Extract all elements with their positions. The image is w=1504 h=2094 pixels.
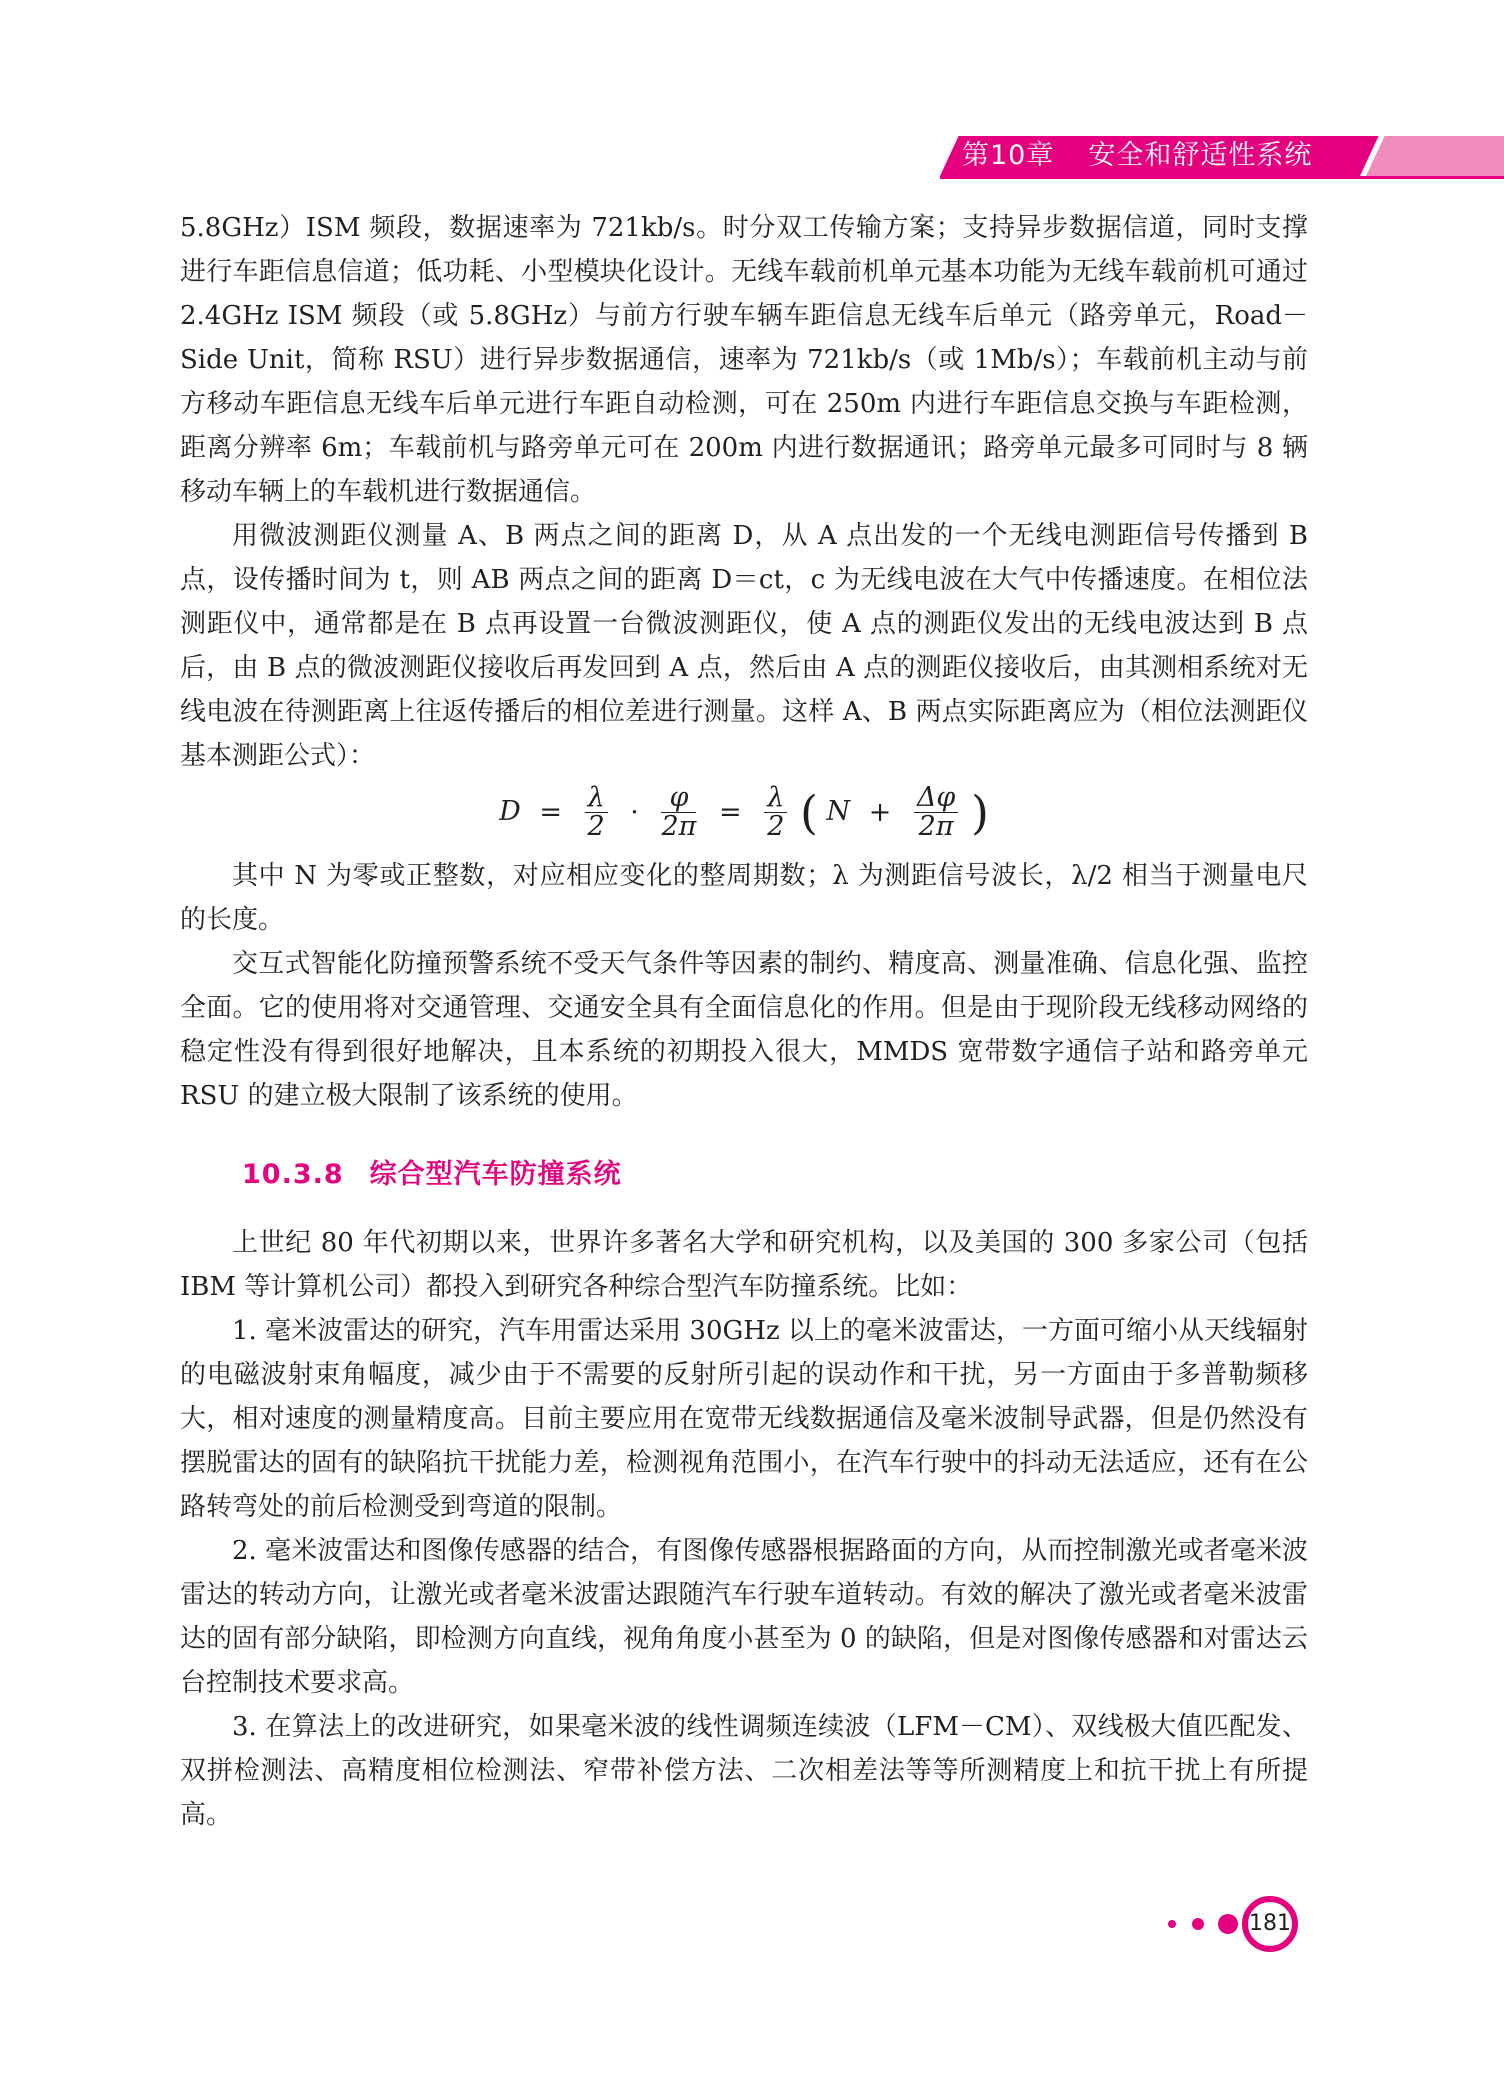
fraction-dphi-over-2pi: $\frac{\Delta\varphi}{2\pi}$ (914, 784, 958, 841)
fraction-phi-over-2pi: $\frac{\varphi}{2\pi}$ (661, 782, 697, 842)
formula-lhs: D (499, 796, 521, 827)
page-dot-large (1218, 1914, 1238, 1934)
header-tail-shape (1366, 136, 1504, 176)
section-heading (242, 1152, 1308, 1191)
paragraph-microwave-ranging: 用微波测距仪测量 A、B 两点之间的距离 D，从 A 点出发的一个无线电测距信号传播到 B 点，设传播时间为 t，则 AB 两点之间的距离 D＝ct，c 为无线电波在大气中传播速度。在相位法测距仪中，通常都是在 B 点再设置一台微波测距仪，使 A 点的测距仪发出的无线电波达到 B 点后，由 B 点的微波测距仪接收后再发回到 A 点，然后由 A 点的测距仪接收后，由其测相系统对无线电波在待测距离上往返传播后的相位差进行测量。这样 A、B 两点实际距离应为（相位法测距仪基本测距公式）： (180, 521, 1308, 771)
header-underline (940, 176, 1504, 179)
formula-plus: + (868, 797, 892, 828)
chapter-header-band (940, 136, 1504, 176)
fraction-lambda-over-2: $\frac{\lambda}{2}$ (585, 784, 608, 841)
fraction-lambda-over-2-b: $\frac{\lambda}{2}$ (764, 784, 787, 841)
formula-left-paren: ( (799, 785, 818, 840)
paragraph-item-1: 1. 毫米波雷达的研究，汽车用雷达采用 30GHz 以上的毫米波雷达，一方面可缩小从天线辐射的电磁波射束角幅度，减少由于不需要的反射所引起的误动作和干扰，另一方面由于多普勒频移大，相对速度的测量精度高。目前主要应用在宽带无线数据通信及毫米波制导武器，但是仍然没有摆脱雷达的固有的缺陷抗干扰能力差，检测视角范围小，在汽车行驶中的抖动无法适应，还有在公路转弯处的前后检测受到弯道的限制。 (180, 1316, 1308, 1522)
formula-equals-1: = (539, 797, 562, 828)
formula-dot: · (630, 797, 639, 828)
paragraph-interactive-system: 交互式智能化防撞预警系统不受天气条件等因素的制约、精度高、测量准确、信息化强、监控全面。它的使用将对交通管理、交通安全具有全面信息化的作用。但是由于现阶段无线移动网络的稳定性没有得到很好地解决，且本系统的初期投入很大，MMDS 宽带数字通信子站和路旁单元 RSU 的建立极大限制了该系统的使用。 (180, 949, 1308, 1111)
page-body (180, 206, 1308, 1837)
page-number-badge (1156, 1896, 1316, 1956)
section-title: 综合型汽车防撞系统 (369, 1159, 622, 1190)
formula-equals-2: = (719, 797, 742, 828)
page-number: 181 (1242, 1896, 1298, 1952)
ranging-formula (180, 784, 1308, 848)
page-dot-small (1168, 1920, 1176, 1928)
chapter-number: 第10章 (962, 140, 1055, 171)
paragraph-item-3: 3. 在算法上的改进研究，如果毫米波的线性调频连续波（LFM－CM）、双线极大值匹配发、双拼检测法、高精度相位检测法、窄带补偿方法、二次相差法等等所测精度上和抗干扰上有所提高。 (180, 1712, 1308, 1830)
paragraph-continued: 5.8GHz）ISM 频段，数据速率为 721kb/s。时分双工传输方案；支持异步数据信道，同时支撑进行车距信息信道；低功耗、小型模块化设计。无线车载前机单元基本功能为无线车载前机可通过 2.4GHz ISM 频段（或 5.8GHz）与前方行驶车辆车距信息无线车后单元（路旁单元，Road－Side Unit，简称 RSU）进行异步数据通信，速率为 721kb/s（或 1Mb/s）；车载前机主动与前方移动车距信息无线车后单元进行车距自动检测，可在 250m 内进行车距信息交换与车距检测，距离分辨率 6m；车载前机与路旁单元可在 200m 内进行数据通讯；路旁单元最多可同时与 8 辆移动车辆上的车载机进行数据通信。 (180, 213, 1308, 507)
paragraph-formula-note: 其中 N 为零或正整数，对应相应变化的整周期数；λ 为测距信号波长，λ/2 相当于测量电尺的长度。 (180, 861, 1308, 935)
paragraph-intro: 上世纪 80 年代初期以来，世界许多著名大学和研究机构，以及美国的 300 多家公司（包括 IBM 等计算机公司）都投入到研究各种综合型汽车防撞系统。比如： (180, 1228, 1308, 1302)
chapter-title: 安全和舒适性系统 (1088, 140, 1313, 171)
chapter-header-title (962, 136, 1312, 176)
section-number: 10.3.8 (242, 1159, 344, 1190)
page-dot-medium (1192, 1918, 1204, 1930)
paragraph-item-2: 2. 毫米波雷达和图像传感器的结合，有图像传感器根据路面的方向，从而控制激光或者毫米波雷达的转动方向，让激光或者毫米波雷达跟随汽车行驶车道转动。有效的解决了激光或者毫米波雷达的固有部分缺陷，即检测方向直线，视角角度小甚至为 0 的缺陷，但是对图像传感器和对雷达云台控制技术要求高。 (180, 1536, 1308, 1698)
formula-right-paren: ) (970, 785, 989, 840)
formula-N: N (826, 796, 851, 827)
